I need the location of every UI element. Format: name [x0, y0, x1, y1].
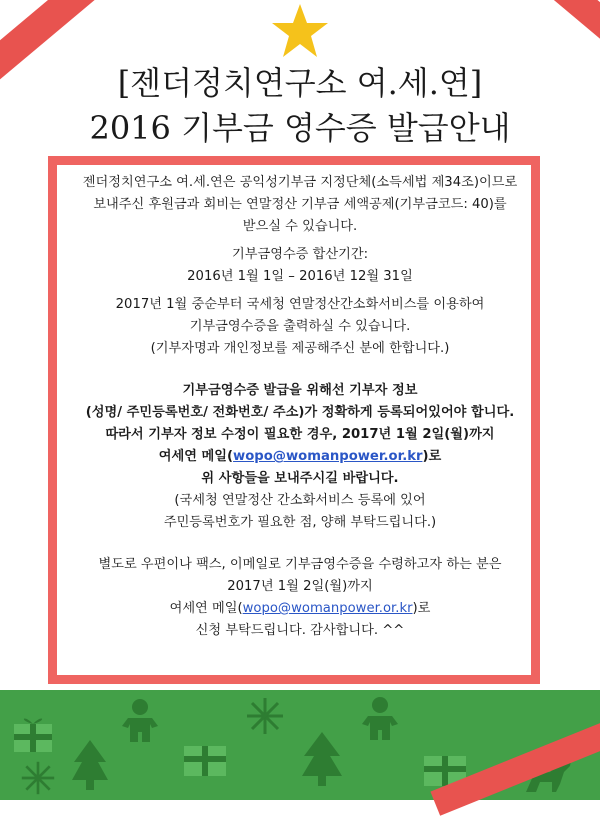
snowflake-icon — [245, 696, 285, 736]
gingerbread-icon — [360, 696, 400, 742]
notice-line: 따라서 기부자 정보 수정이 필요한 경우, 2017년 1월 2일(월)까지 — [105, 427, 495, 442]
mail-line: 신청 부탁드립니다. 감사합니다. ^^ — [195, 623, 405, 638]
snowflake-icon — [20, 760, 56, 796]
notice-line: 기부금영수증 발급을 위해선 기부자 정보 — [182, 383, 418, 398]
mail-email-suffix: )로 — [412, 601, 431, 616]
period-label: 기부금영수증 합산기간: — [231, 247, 369, 262]
period-value: 2016년 1월 1일 – 2016년 12월 31일 — [187, 269, 413, 284]
notice-content — [62, 172, 538, 642]
mail-line: 2017년 1월 2일(월)까지 — [227, 579, 373, 594]
email-link[interactable]: wopo@womanpower.or.kr — [233, 449, 423, 464]
notice-email-suffix: )로 — [422, 449, 442, 464]
ribbon-top-right — [478, 0, 600, 65]
tree-icon — [70, 738, 110, 794]
title-line-1: [젠더정치연구소 여.세.연] — [117, 64, 483, 102]
nts-line: 2017년 1월 중순부터 국세청 연말정산간소화서비스를 이용하여 — [115, 297, 485, 312]
intro-line: 받으실 수 있습니다. — [242, 219, 358, 234]
nts-line: (기부자명과 개인정보를 제공해주신 분에 한합니다.) — [150, 341, 450, 356]
gift-icon — [10, 710, 56, 756]
nts-line: 기부금영수증을 출력하실 수 있습니다. — [189, 319, 411, 334]
mail-email-prefix: 여세연 메일( — [169, 601, 243, 616]
mail-email-line — [62, 598, 538, 620]
intro-line: 보내주신 후원금과 회비는 연말정산 기부금 세액공제(기부금코드: 40)를 — [93, 197, 507, 212]
gift-icon — [180, 730, 230, 780]
star-icon — [270, 2, 330, 60]
title-line-2: 2016 기부금 영수증 발급안내 — [89, 109, 511, 147]
notice-note: 주민등록번호가 필요한 점, 양해 부탁드립니다.) — [163, 515, 437, 530]
intro-line: 젠더정치연구소 여.세.연은 공익성기부금 지정단체(소득세법 제34조)이므로 — [82, 175, 518, 190]
notice-line: 위 사항들을 보내주시길 바랍니다. — [201, 471, 399, 486]
tree-icon — [300, 730, 344, 790]
mail-line: 별도로 우편이나 팩스, 이메일로 기부금영수증을 수령하고자 하는 분은 — [98, 557, 502, 572]
notice-email-line — [62, 446, 538, 468]
notice-note: (국세청 연말정산 간소화서비스 등록에 있어 — [174, 493, 426, 508]
email-link[interactable]: wopo@womanpower.or.kr — [242, 601, 413, 616]
notice-line: (성명/ 주민등록번호/ 전화번호/ 주소)가 정확하게 등록되어있어야 합니다. — [85, 405, 515, 420]
gingerbread-icon — [120, 698, 160, 744]
notice-email-prefix: 여세연 메일( — [158, 449, 234, 464]
